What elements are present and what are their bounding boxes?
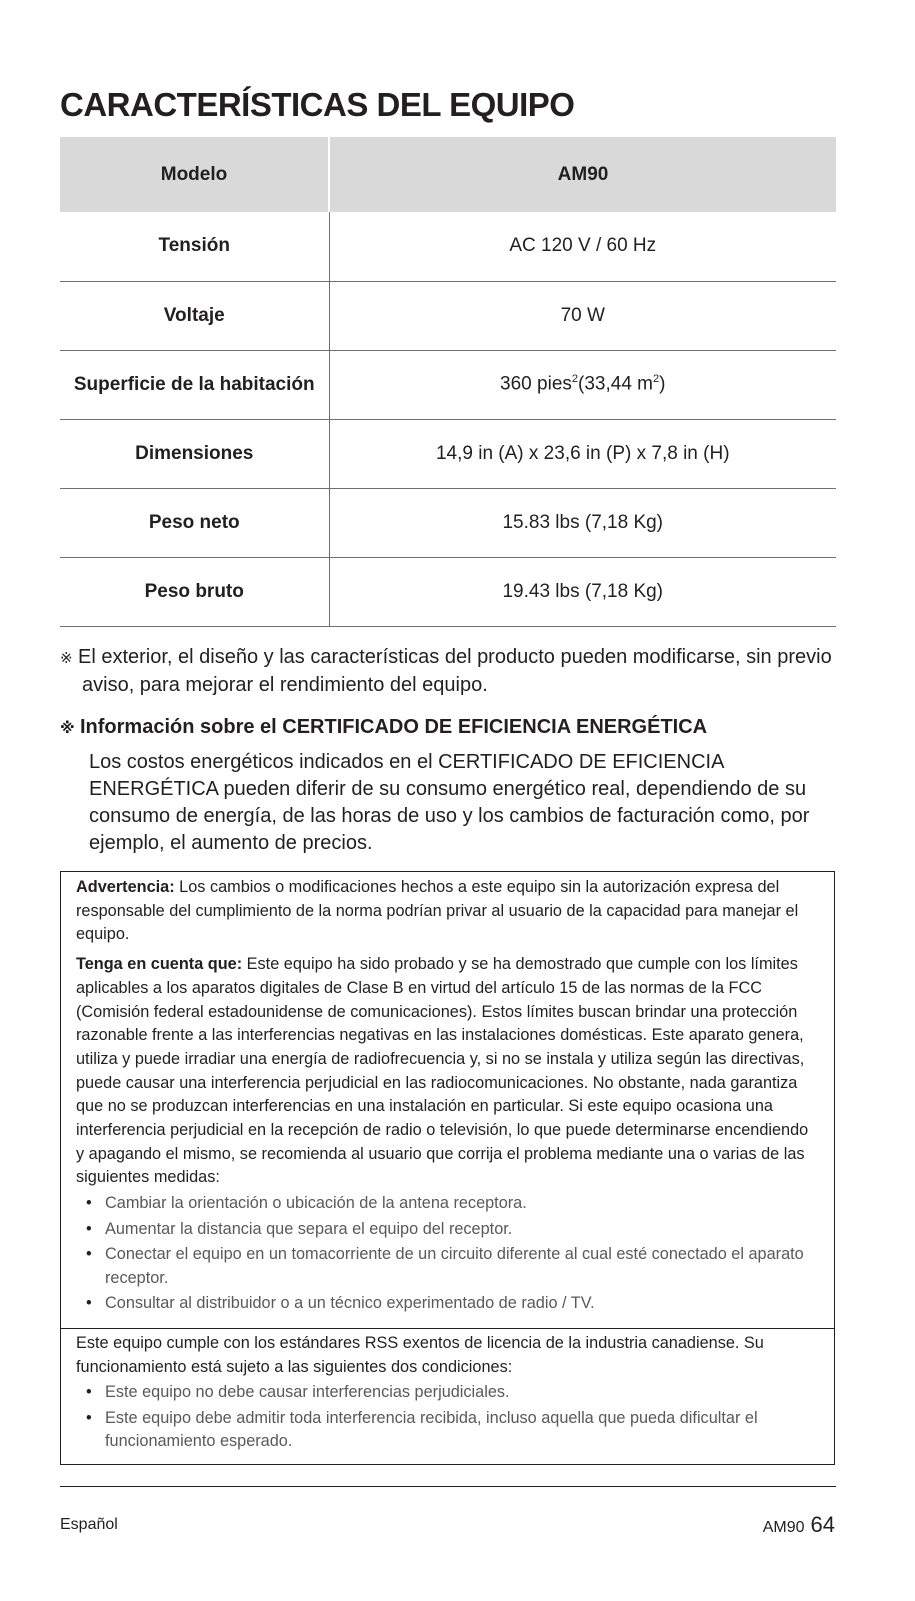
list-item: • Aumentar la distancia que separa el equipo del receptor. xyxy=(76,1218,820,1242)
table-row xyxy=(60,557,836,626)
fcc-compliance-box xyxy=(60,871,835,1465)
fcc-section xyxy=(61,872,834,1329)
warning-label: Advertencia: xyxy=(76,878,175,896)
warning-text: Los cambios o modificaciones hechos a este equipo sin la autorización expresa del responsable del cumplimiento de la norma podrían privar al usuario de la capacidad para manejar el equipo. xyxy=(76,878,799,944)
energy-certificate-note xyxy=(60,714,840,857)
energy-certificate-heading xyxy=(60,714,840,742)
page-title: CARACTERÍSTICAS DEL EQUIPO xyxy=(60,86,575,123)
list-item: • Este equipo debe admitir toda interferencia recibida, incluso aquella que pueda dificultar el funcionamiento esperado. xyxy=(76,1407,820,1454)
row-label-superficie: Superficie de la habitación xyxy=(60,350,329,419)
header-model-label: Modelo xyxy=(60,137,329,212)
list-item: • Cambiar la orientación o ubicación de la antena receptora. xyxy=(76,1192,820,1216)
reference-mark-icon: ※ xyxy=(60,720,75,737)
row-value-voltaje: 70 W xyxy=(560,304,605,326)
superficie-part-b: (33,44 m xyxy=(578,373,653,395)
canada-section xyxy=(61,1329,834,1454)
superficie-part-c: ) xyxy=(659,373,666,395)
page-number: 64 xyxy=(810,1512,835,1537)
list-item: • Este equipo no debe causar interferencias perjudiciales. xyxy=(76,1381,820,1405)
reference-mark-icon: ※ xyxy=(60,650,73,667)
fcc-note-paragraph xyxy=(76,953,820,1190)
row-label-voltaje: Voltaje xyxy=(60,281,329,350)
conditions-list xyxy=(76,1381,820,1454)
row-label-dimensiones: Dimensiones xyxy=(60,419,329,488)
design-change-note xyxy=(60,644,840,699)
row-value-peso-neto: 15.83 lbs (7,18 Kg) xyxy=(502,511,664,533)
note1-text-line1: El exterior, el diseño y las características del producto pueden modificarse, sin previo xyxy=(78,646,832,668)
row-value-tension: AC 120 V / 60 Hz xyxy=(509,235,657,257)
superficie-part-a: 360 pies xyxy=(500,373,572,395)
energy-certificate-body: Los costos energéticos indicados en el CERTIFICADO DE EFICIENCIA ENERGÉTICA pueden diferir de su consumo energético real, dependiendo de su consumo de energía, de las horas de uso y los cambios de facturación como, por ejemplo, el aumento de precios. xyxy=(89,751,810,854)
warning-paragraph xyxy=(76,876,820,947)
row-value-peso-bruto: 19.43 lbs (7,18 Kg) xyxy=(502,580,664,602)
energy-certificate-heading-text: Información sobre el CERTIFICADO DE EFICIENCIA ENERGÉTICA xyxy=(80,716,708,738)
canada-paragraph: Este equipo cumple con los estándares RSS exentos de licencia de la industria canadiense. Su funcionamiento está sujeto a las siguientes dos condiciones: xyxy=(76,1334,764,1376)
table-row xyxy=(60,488,836,557)
note1-text-line2: aviso, para mejorar el rendimiento del equipo. xyxy=(82,674,488,696)
superficie-sup-b: 2 xyxy=(653,373,660,386)
row-label-peso-neto: Peso neto xyxy=(60,488,329,557)
footer-language: Español xyxy=(60,1516,118,1533)
footer-page-info xyxy=(763,1512,835,1538)
fcc-note-text: Este equipo ha sido probado y se ha demostrado que cumple con los límites aplicables a los aparatos digitales de Clase B en virtud del artículo 15 de las normas de la FCC (Comisión federal estadounidense de comunicaciones). Estos límites buscan brindar una protección razonable frente a las interferencias negativas en las instalaciones domésticas. Este aparato genera, utiliza y puede irradiar una energía de radiofrecuencia y, si no se instala y utiliza según las directivas, puede causar una interferencia perjudicial en las radiocomunicaciones. No obstante, nada garantiza que no se produzcan interferencias en una instalación en particular. Si este equipo ocasiona una interferencia perjudicial en la recepción de radio o televisión, lo que puede determinarse encendiendo y apagando el mismo, se recomienda al usuario que corrija el problema mediante una o varias de las siguientes medidas: xyxy=(76,955,809,1187)
row-label-tension: Tensión xyxy=(60,212,329,281)
table-row xyxy=(60,350,836,419)
spec-table-header xyxy=(60,137,836,212)
row-label-peso-bruto: Peso bruto xyxy=(60,557,329,626)
fcc-note-label: Tenga en cuenta que: xyxy=(76,955,243,974)
footer-model: AM90 xyxy=(762,1519,805,1536)
footer-divider xyxy=(60,1486,836,1487)
row-value-superficie xyxy=(329,350,836,419)
superficie-sup-a: 2 xyxy=(571,373,579,386)
measures-list xyxy=(76,1192,820,1316)
spec-table xyxy=(60,137,836,627)
list-item: • Conectar el equipo en un tomacorriente de un circuito diferente al cual esté conectado el aparato receptor. xyxy=(76,1243,820,1290)
table-row xyxy=(60,419,836,488)
row-value-dimensiones: 14,9 in (A) x 23,6 in (P) x 7,8 in (H) xyxy=(435,442,730,464)
header-model-value: AM90 xyxy=(557,163,609,185)
table-row xyxy=(60,212,836,281)
design-change-note-line1 xyxy=(60,644,840,672)
list-item: • Consultar al distribuidor o a un técnico experimentado de radio / TV. xyxy=(76,1292,820,1316)
table-row xyxy=(60,281,836,350)
